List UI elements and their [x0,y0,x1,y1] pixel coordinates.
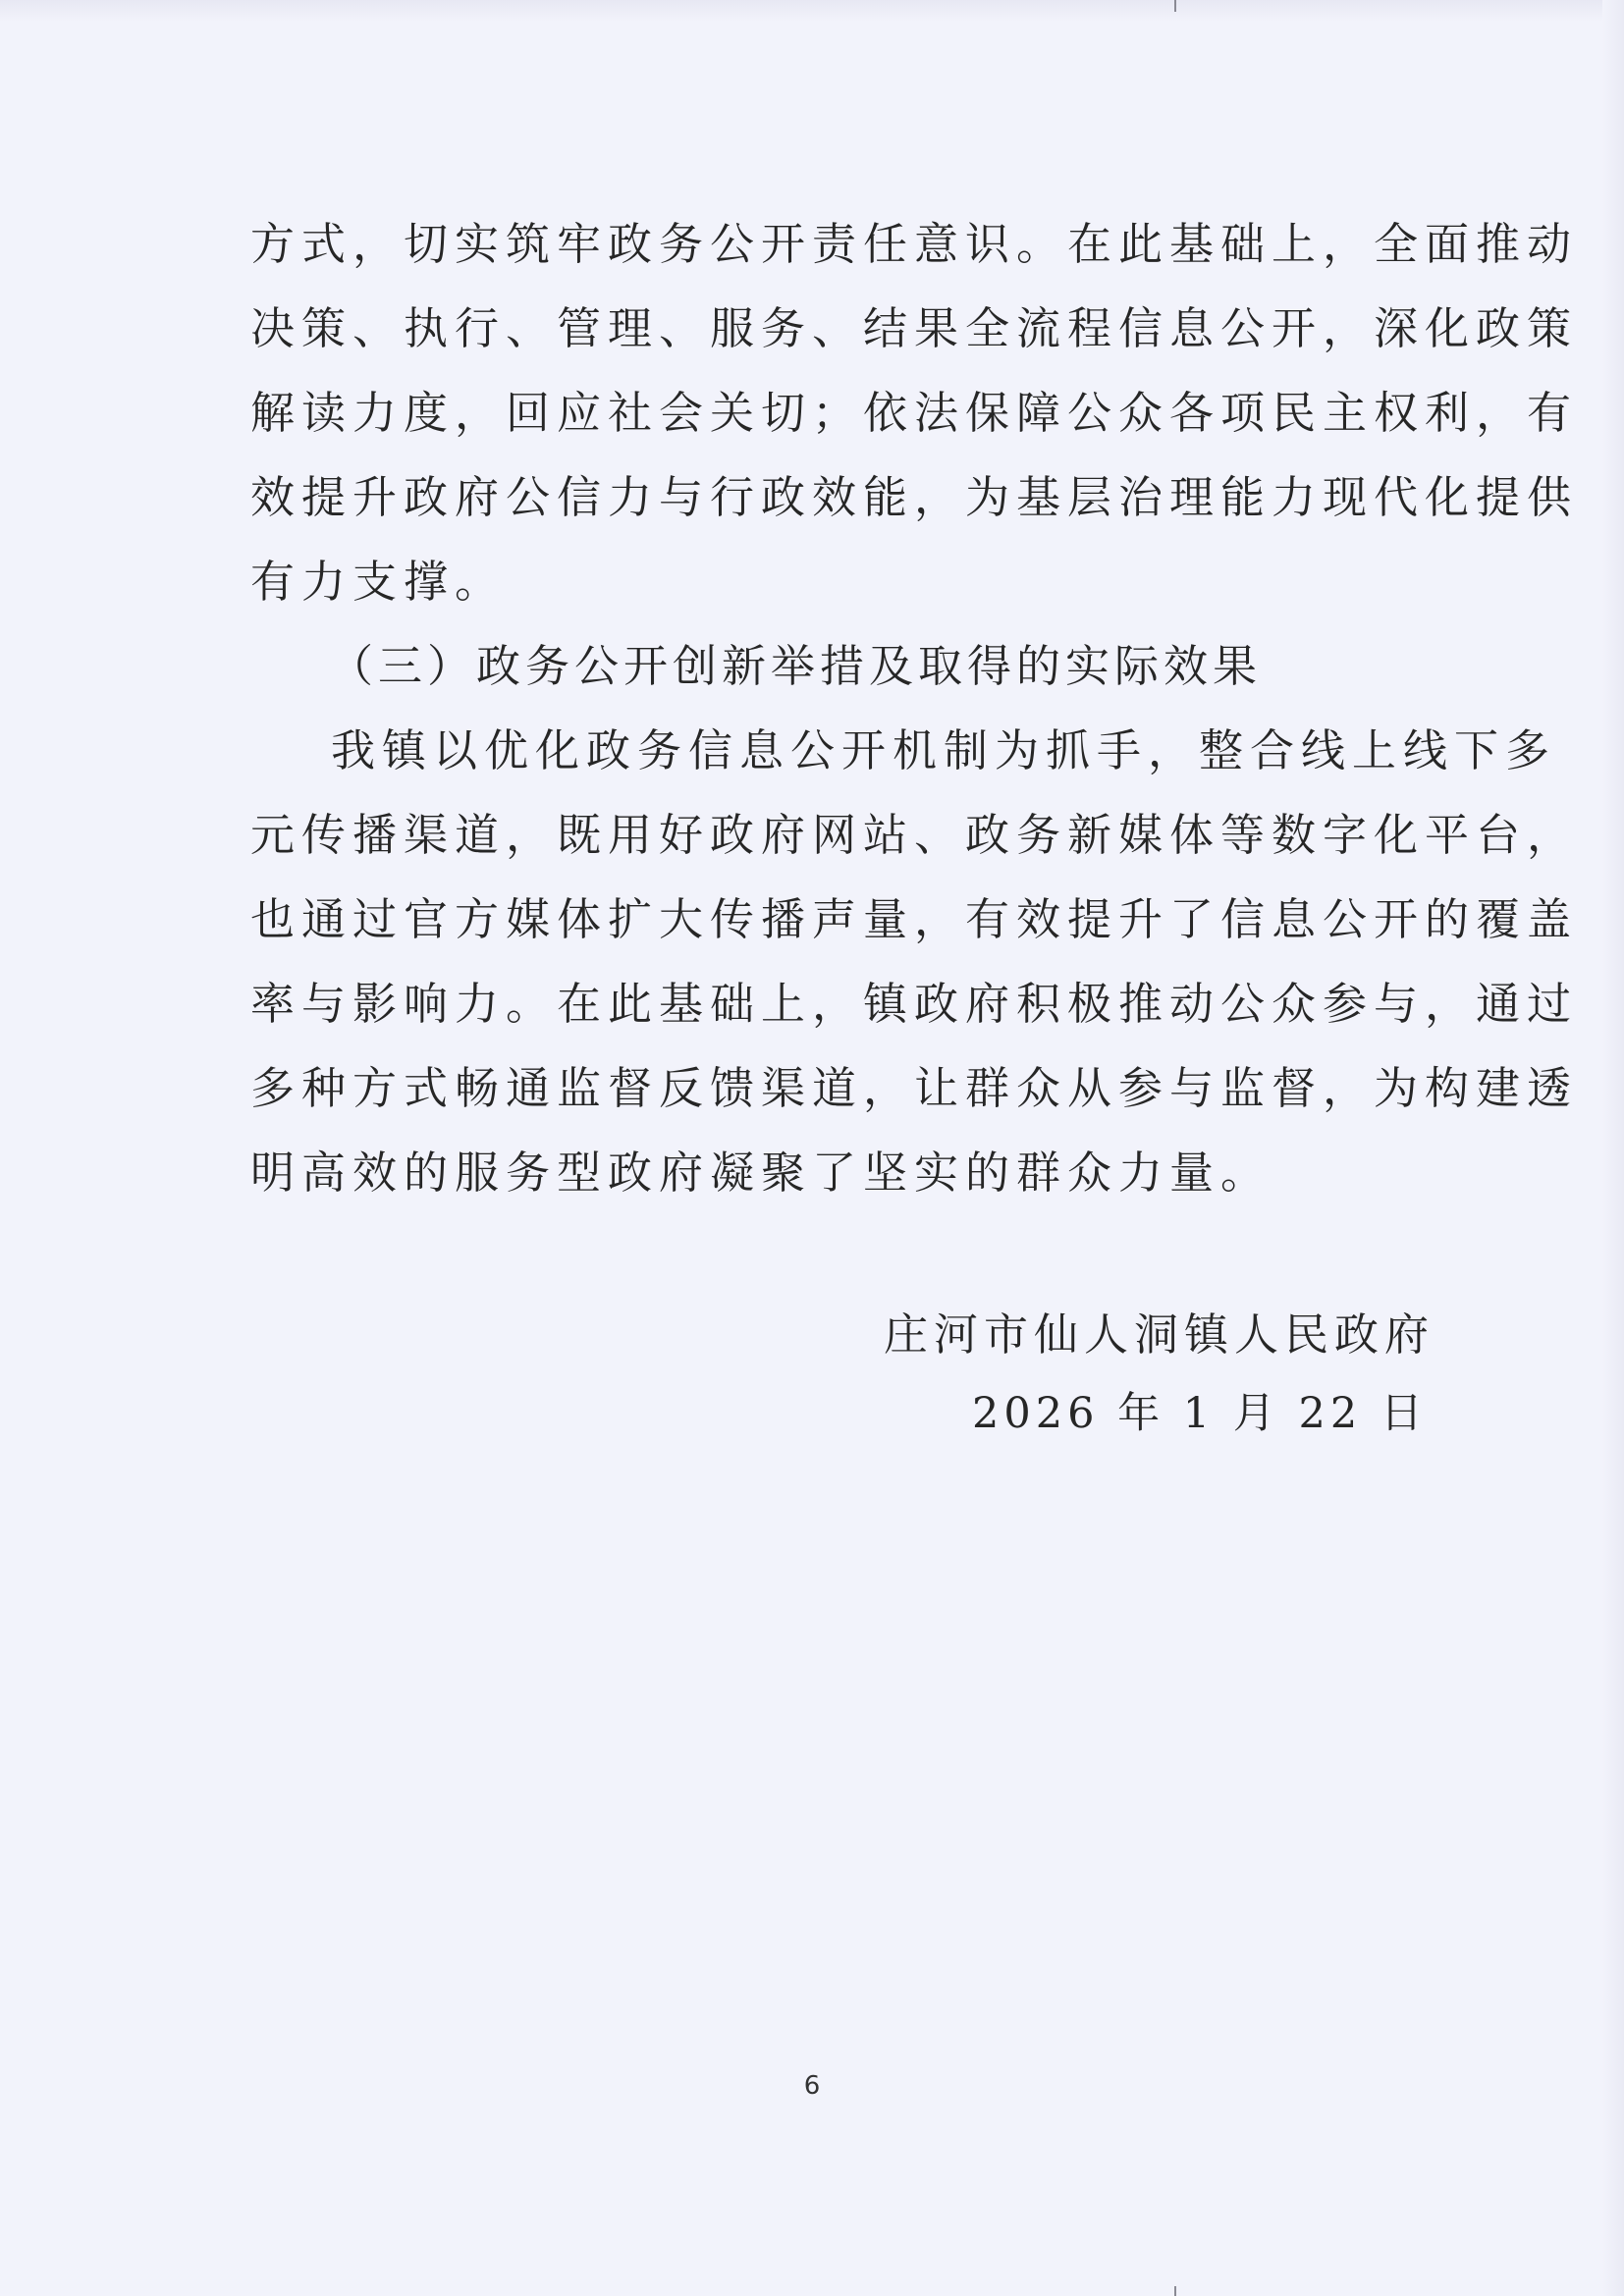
paragraph-line: 有力支撑。 [250,556,507,608]
page-number: 6 [803,2071,821,2101]
paragraph-line: 方式，切实筑牢政务公开责任意识。在此基础上，全面推动 [250,218,1579,270]
signature-block [884,1296,1435,1453]
section-heading: （三）政务公开创新举措及取得的实际效果 [329,640,1263,692]
scan-mark-bottom [1174,2286,1176,2296]
paragraph-line: 解读力度，回应社会关切；依法保障公众各项民主权利，有 [250,387,1579,439]
scan-shadow-right [1602,0,1624,2296]
paragraph-line: 多种方式畅通监督反馈渠道，让群众从参与监督，为构建透 [250,1062,1579,1114]
body-text [250,202,1579,1215]
scan-mark-top [1174,0,1176,12]
paragraph-line: 率与影响力。在此基础上，镇政府积极推动公众参与，通过 [250,978,1579,1030]
paragraph-line: 我镇以优化政务信息公开机制为抓手，整合线上线下多 [331,724,1557,776]
issue-date: 2026 年 1 月 22 日 [972,1389,1428,1438]
issuing-organization: 庄河市仙人洞镇人民政府 [884,1308,1435,1361]
paragraph-line: 元传播渠道，既用好政府网站、政务新媒体等数字化平台， [250,809,1579,861]
paragraph-line: 决策、执行、管理、服务、结果全流程信息公开，深化政策 [250,302,1579,354]
paragraph-line: 效提升政府公信力与行政效能，为基层治理能力现代化提供 [250,471,1579,523]
paragraph-line: 也通过官方媒体扩大传播声量，有效提升了信息公开的覆盖 [250,893,1579,945]
scan-shadow-top [0,0,1624,22]
paragraph-line: 明高效的服务型政府凝聚了坚实的群众力量。 [250,1147,1272,1199]
